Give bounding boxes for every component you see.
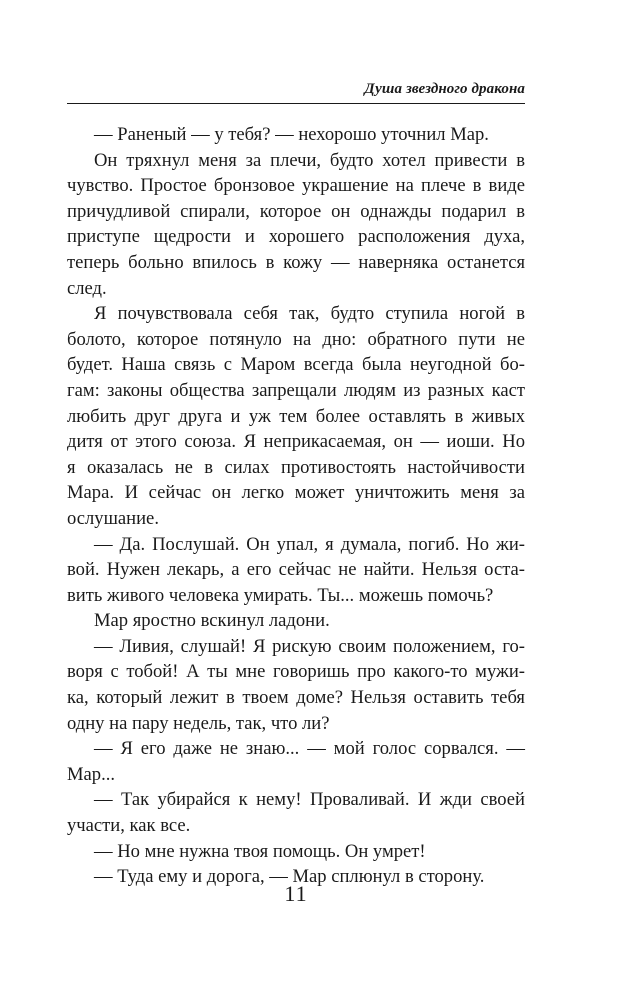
text-line: — Раненый — у тебя? — нехорошо уточнил Мар. bbox=[94, 124, 489, 145]
paragraph bbox=[67, 839, 525, 865]
text-line: — Я его даже не знаю... — мой голос сорвался. — bbox=[94, 738, 525, 760]
paragraph bbox=[67, 634, 525, 736]
page-number: 11 bbox=[284, 881, 308, 906]
text-line: ка, который лежит в твоем доме? Нельзя оставить тебя bbox=[67, 687, 525, 709]
text-line: участи, как все. bbox=[67, 815, 191, 837]
paragraph bbox=[67, 301, 525, 531]
text-line: Я почувствовала себя так, будто ступила ногой в bbox=[94, 303, 525, 325]
paragraph bbox=[67, 148, 525, 302]
text-line: Он тряхнул меня за плечи, будто хотел привести в bbox=[94, 149, 525, 171]
text-line: — Туда ему и дорога, — Мар сплюнул в сторону. bbox=[94, 866, 485, 888]
body-text bbox=[67, 122, 525, 890]
text-line: след. bbox=[67, 277, 107, 299]
text-line: дитя от этого союза. Я неприкасаемая, он — иоши. Но bbox=[67, 431, 525, 453]
text-line: — Так убирайся к нему! Проваливай. И жди своей bbox=[94, 789, 525, 811]
text-line: воря с тобой! А ты мне говоришь про какого-то мужи- bbox=[67, 661, 525, 683]
paragraph bbox=[67, 608, 525, 634]
text-line: Мар... bbox=[67, 763, 116, 785]
text-line: гам: законы общества запрещали людям из разных каст bbox=[67, 379, 525, 401]
paragraph bbox=[67, 736, 525, 787]
paragraph bbox=[67, 122, 525, 148]
text-line: вить живого человека умирать. Ты... можешь помочь? bbox=[67, 584, 494, 606]
text-line: одну на пару недель, так, что ли? bbox=[67, 712, 330, 734]
running-head: Душа звездного дракона bbox=[364, 81, 525, 97]
text-line: теперь больно впилось в кожу — наверняка останется bbox=[67, 251, 525, 273]
text-line: Мар яростно вскинул ладони. bbox=[94, 610, 330, 632]
text-line: — Да. Послушай. Он упал, я думала, погиб. Но жи- bbox=[94, 533, 525, 555]
text-line: ослушание. bbox=[67, 507, 159, 529]
text-line: будет. Наша связь с Маром всегда была неугодной бо- bbox=[67, 354, 525, 376]
paragraph bbox=[67, 787, 525, 838]
text-line: любить друг друга и уж тем более оставлять в живых bbox=[67, 405, 525, 427]
text-line: — Но мне нужна твоя помощь. Он умрет! bbox=[94, 840, 426, 862]
text-line: приступе щедрости и хорошего расположения духа, bbox=[67, 226, 525, 248]
text-line: чувство. Простое бронзовое украшение на плече в виде bbox=[67, 175, 525, 197]
text-line: — Ливия, слушай! Я рискую своим положением, го- bbox=[94, 635, 525, 657]
text-line: причудливой спирали, которое он однажды подарил в bbox=[67, 200, 525, 222]
header-rule bbox=[67, 103, 525, 104]
text-line: вой. Нужен лекарь, а его сейчас не найти. Нельзя оста- bbox=[67, 559, 525, 581]
paragraph bbox=[67, 532, 525, 609]
text-line: Мара. И сейчас он легко может уничтожить меня за bbox=[67, 482, 525, 504]
text-line: болото, которое потянуло на дно: обратного пути не bbox=[67, 328, 525, 350]
text-line: я оказалась не в силах противостоять настойчивости bbox=[67, 456, 525, 478]
